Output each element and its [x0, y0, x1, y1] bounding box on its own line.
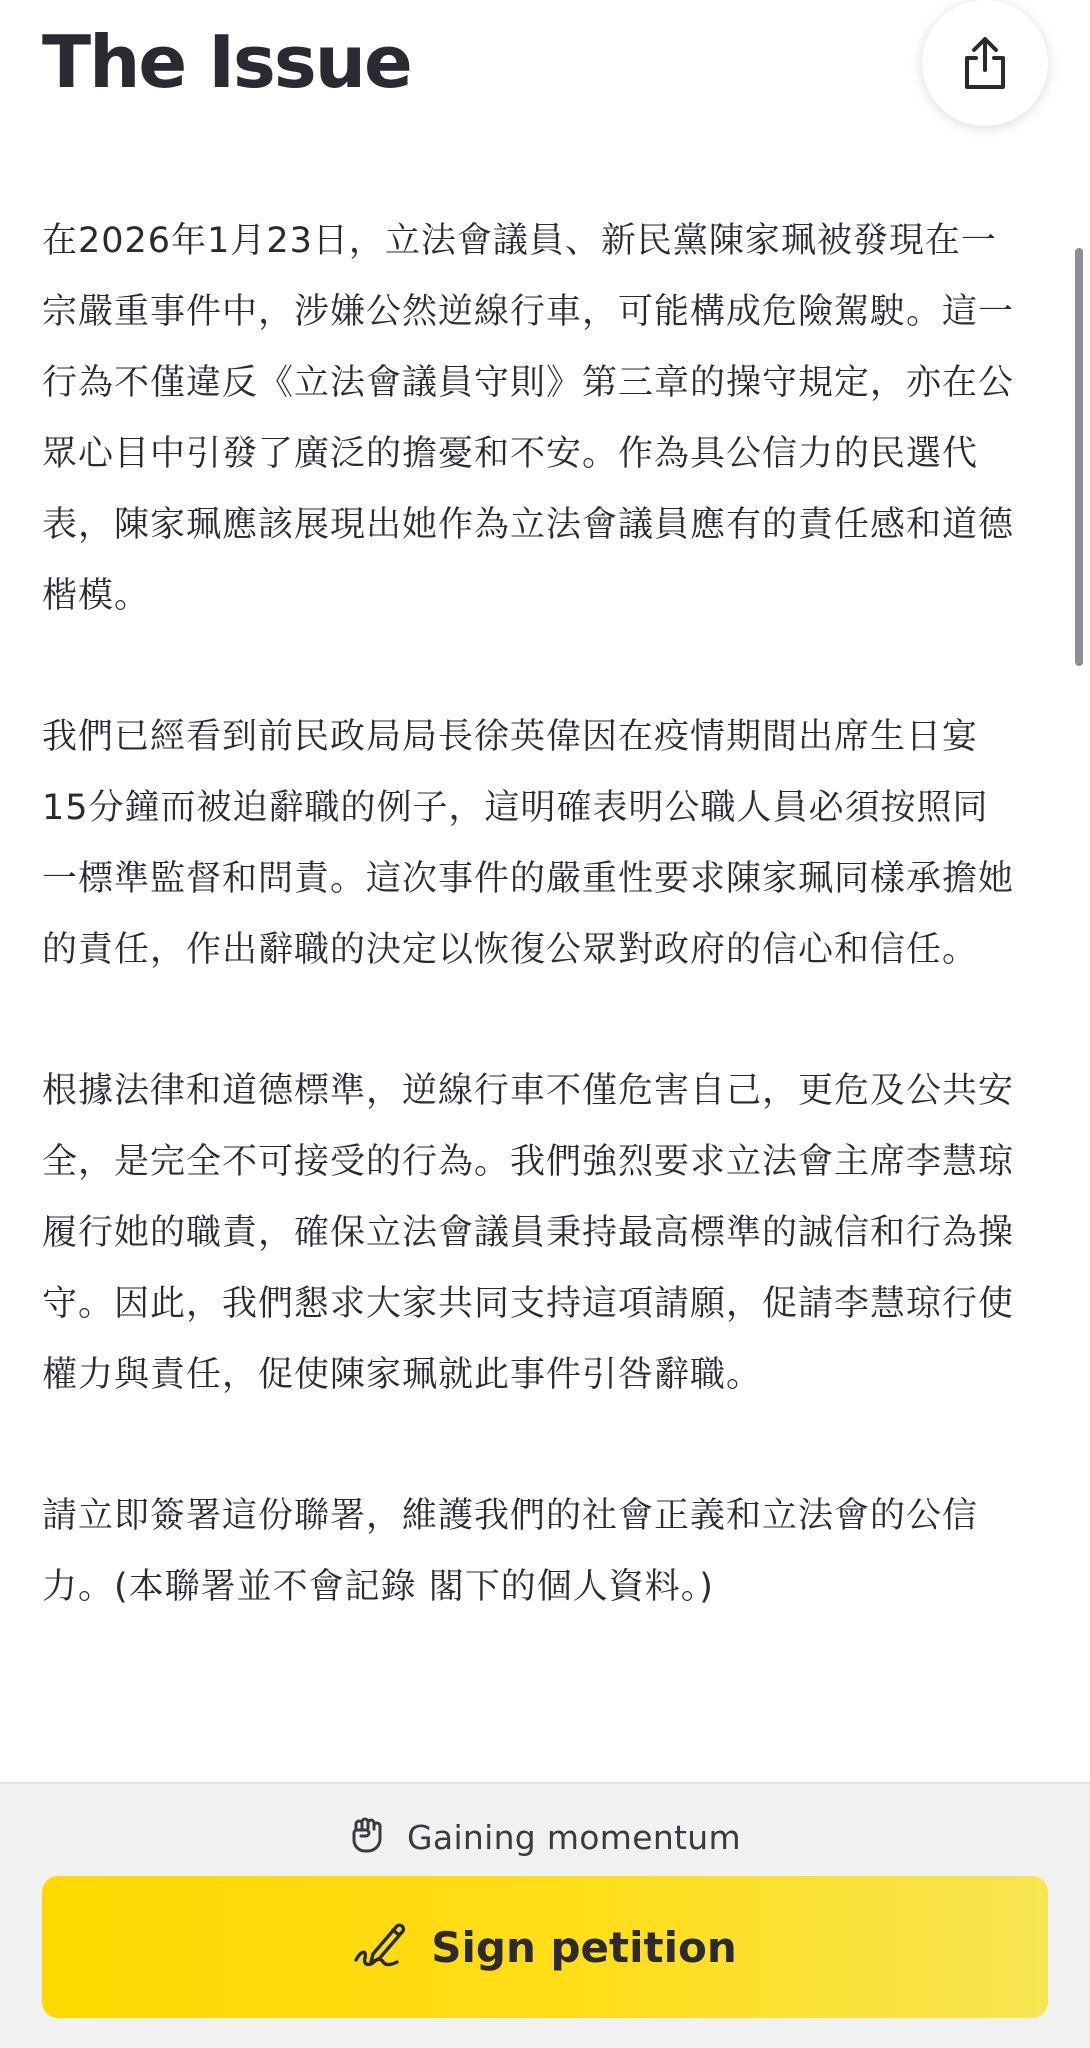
signature-pen-icon	[353, 1920, 409, 1974]
issue-paragraph: 我們已經看到前民政局局長徐英偉因在疫情期間出席生日宴15分鐘而被迫辭職的例子，這明確表明公職人員必須按照同一標準監督和問責。這次事件的嚴重性要求陳家珮同樣承擔她的責任，作出辭職的決定以恢復公眾對政府的信心和信任。	[42, 717, 1015, 970]
issue-content	[42, 206, 1022, 1693]
fist-icon	[349, 1815, 385, 1859]
sign-petition-button[interactable]	[42, 1876, 1048, 2018]
share-button[interactable]	[922, 0, 1048, 126]
scrollbar[interactable]	[1075, 248, 1083, 666]
share-icon	[962, 36, 1008, 90]
page-title: The Issue	[42, 20, 411, 104]
issue-paragraph: 請立即簽署這份聯署，維護我們的社會正義和立法會的公信力。(本聯署並不會記錄 閣下的個人資料。)	[42, 1496, 979, 1607]
sign-petition-label: Sign petition	[431, 1922, 737, 1972]
petition-action-bar	[0, 1782, 1090, 2048]
momentum-label: Gaining momentum	[407, 1817, 741, 1857]
issue-paragraph: 在2026年1月23日，立法會議員、新民黨陳家珮被發現在一宗嚴重事件中，涉嫌公然逆線行車，可能構成危險駕駛。這一行為不僅違反《立法會議員守則》第三章的操守規定，亦在公眾心目中引發了廣泛的擔憂和不安。作為具公信力的民選代表，陳家珮應該展現出她作為立法會議員應有的責任感和道德楷模。	[42, 221, 1015, 616]
momentum-indicator	[0, 1810, 1090, 1864]
issue-paragraph: 根據法律和道德標準，逆線行車不僅危害自己，更危及公共安全，是完全不可接受的行為。我們強烈要求立法會主席李慧琼履行她的職責，確保立法會議員秉持最高標準的誠信和行為操守。因此，我們懇求大家共同支持這項請願，促請李慧琼行使權力與責任，促使陳家珮就此事件引咎辭職。	[42, 1071, 1015, 1395]
